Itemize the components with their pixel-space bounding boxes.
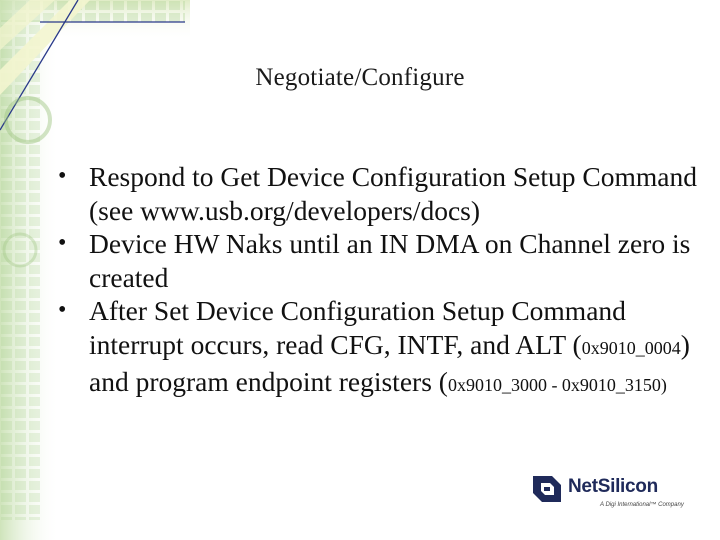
bullet-marker: • xyxy=(58,230,67,256)
register-address: 0x9010_3000 - 0x9010_3150) xyxy=(447,375,667,395)
bullet-text-part: ) and program endpoint registers ( xyxy=(89,328,690,397)
netsilicon-logo-icon xyxy=(530,474,564,504)
bullet-text xyxy=(89,161,697,226)
bullet-marker: • xyxy=(58,297,67,323)
company-logo xyxy=(530,470,684,518)
logo-tagline: A Digi International™ Company xyxy=(600,502,684,508)
bullet-text-part: After Set Device Configuration Setup Command interrupt occurs, read CFG, INTF, and ALT ( xyxy=(89,295,626,360)
bullet-text xyxy=(89,228,690,293)
bullet-text-part: Device HW Naks until an IN DMA on Channel zero is created xyxy=(89,228,691,293)
slide-title: Negotiate/Configure xyxy=(255,64,465,91)
bullet-list xyxy=(58,160,708,403)
bullet-text-part: Respond to Get Device Configuration Setup Command (see www.usb.org/developers/docs) xyxy=(89,161,697,226)
logo-name: NetSilicon xyxy=(568,476,658,497)
bullet-marker: • xyxy=(58,163,67,189)
bullet-text xyxy=(89,295,690,397)
bullet-item xyxy=(58,227,708,294)
bullet-item xyxy=(58,160,708,227)
bullet-item xyxy=(58,294,708,403)
register-address: 0x9010_0004 xyxy=(581,337,681,358)
